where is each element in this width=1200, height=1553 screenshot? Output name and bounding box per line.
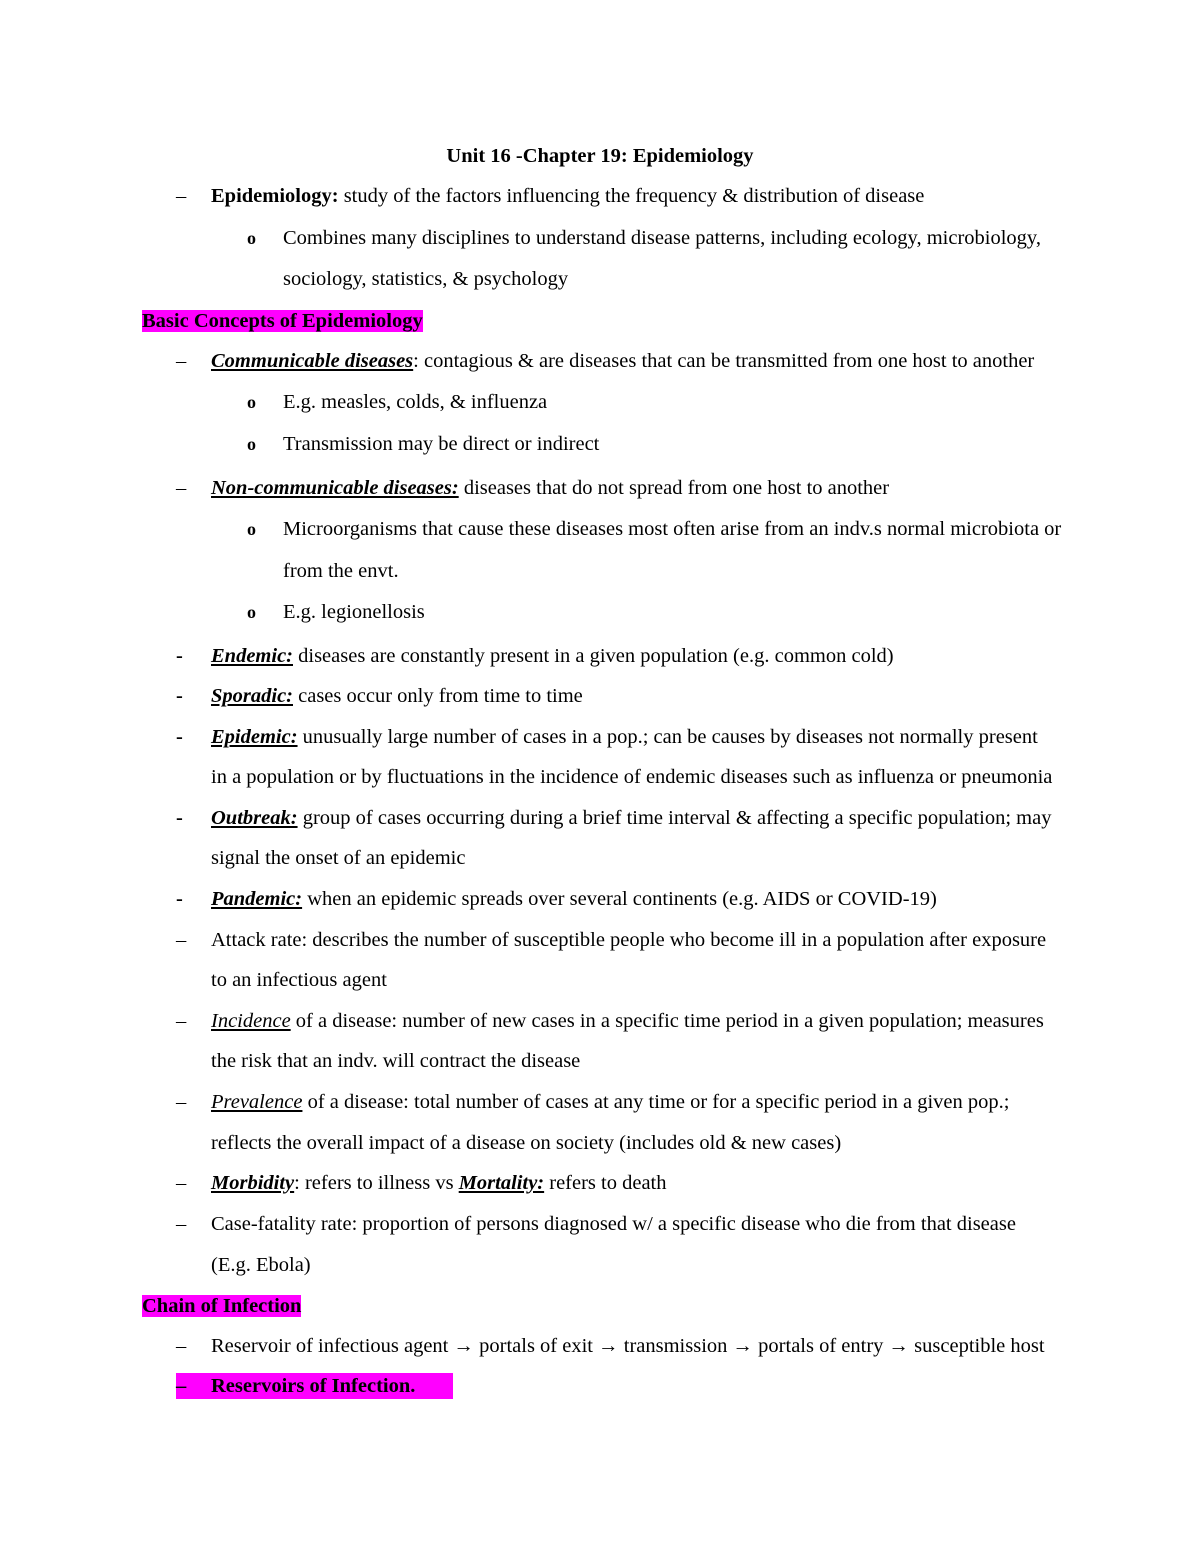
sub-item: E.g. measles, colds, & influenza bbox=[283, 391, 548, 413]
list-item-sporadic: Sporadic: cases occur only from time to time bbox=[211, 685, 583, 707]
bullet-icon: o bbox=[247, 434, 256, 454]
bullet-icon: o bbox=[247, 602, 256, 622]
sub-item: Transmission may be direct or indirect bbox=[283, 433, 600, 455]
arrow-right-icon: → bbox=[888, 1335, 910, 1357]
list-item-continued: reflects the overall impact of a disease on society (includes old & new cases) bbox=[211, 1132, 842, 1154]
page-title: Unit 16 -Chapter 19: Epidemiology bbox=[446, 145, 754, 167]
list-dash: - bbox=[176, 726, 183, 748]
list-dash: - bbox=[176, 645, 183, 667]
list-dash: - bbox=[176, 888, 183, 910]
list-item-continued: to an infectious agent bbox=[211, 969, 387, 991]
list-item-case-fatality: Case-fatality rate: proportion of persons diagnosed w/ a specific disease who die from that disease bbox=[211, 1213, 1016, 1235]
list-item-prevalence: Prevalence of a disease: total number of cases at any time or for a specific period in a given pop.; bbox=[211, 1091, 1010, 1113]
list-dash: – bbox=[176, 929, 187, 951]
list-item-chain: Reservoir of infectious agent → portals of exit → transmission → portals of entry → susceptible host bbox=[211, 1335, 1045, 1357]
list-item-continued: signal the onset of an epidemic bbox=[211, 847, 466, 869]
list-dash: – bbox=[176, 1010, 187, 1032]
list-dash: – bbox=[176, 477, 187, 499]
bullet-icon: o bbox=[247, 392, 256, 412]
bullet-icon: o bbox=[247, 228, 256, 248]
list-item-endemic: Endemic: diseases are constantly present in a given population (e.g. common cold) bbox=[211, 645, 894, 667]
section-heading-chain-of-infection: Chain of Infection bbox=[142, 1295, 302, 1317]
list-item-epidemiology bbox=[211, 184, 924, 208]
list-dash: - bbox=[176, 807, 183, 829]
list-item-incidence: Incidence of a disease: number of new cases in a specific time period in a given population; measures bbox=[211, 1010, 1044, 1032]
list-dash: – bbox=[176, 1213, 187, 1235]
arrow-right-icon: → bbox=[732, 1335, 754, 1357]
sub-item: E.g. legionellosis bbox=[283, 601, 425, 623]
list-dash: – bbox=[176, 350, 187, 372]
list-dash: – bbox=[176, 1335, 187, 1357]
arrow-right-icon: → bbox=[598, 1335, 619, 1357]
list-item-attack-rate: Attack rate: describes the number of susceptible people who become ill in a population after exposure bbox=[211, 929, 1047, 951]
definition: study of the factors influencing the frequency & distribution of disease bbox=[338, 185, 925, 207]
sub-item: Microorganisms that cause these diseases most often arise from an indv.s normal microbiota or bbox=[283, 518, 1062, 540]
list-item-continued: in a population or by fluctuations in the incidence of endemic diseases such as influenza or pneumonia bbox=[211, 766, 1053, 788]
section-heading-basic-concepts: Basic Concepts of Epidemiology bbox=[142, 310, 423, 332]
list-item-morbidity: Morbidity: refers to illness vs Mortality: refers to death bbox=[211, 1172, 667, 1194]
bullet-icon: o bbox=[247, 519, 256, 539]
list-item-noncommunicable: Non-communicable diseases: diseases that do not spread from one host to another bbox=[211, 477, 890, 499]
list-item-continued: the risk that an indv. will contract the disease bbox=[211, 1050, 581, 1072]
list-item-continued: (E.g. Ebola) bbox=[211, 1254, 311, 1276]
sub-item: Combines many disciplines to understand disease patterns, including ecology, microbiology, bbox=[283, 227, 1041, 249]
list-item-pandemic: Pandemic: when an epidemic spreads over several continents (e.g. AIDS or COVID-19) bbox=[211, 888, 937, 910]
sub-item-continued: from the envt. bbox=[283, 560, 399, 582]
list-item-outbreak: Outbreak: group of cases occurring during a brief time interval & affecting a specific population; may bbox=[211, 807, 1052, 829]
list-dash: – bbox=[176, 185, 187, 207]
subheading-reservoirs: Reservoirs of Infection. bbox=[211, 1375, 416, 1397]
list-dash: - bbox=[176, 685, 183, 707]
list-item-epidemic: Epidemic: unusually large number of cases in a pop.; can be causes by diseases not normally present bbox=[211, 726, 1038, 748]
list-dash: – bbox=[176, 1172, 187, 1194]
term-epidemiology: Epidemiology: bbox=[211, 185, 339, 207]
term-communicable: Communicable diseases bbox=[211, 350, 414, 372]
term-noncommunicable: Non-communicable diseases: bbox=[211, 477, 459, 499]
sub-item-continued: sociology, statistics, & psychology bbox=[283, 268, 569, 290]
list-dash: – bbox=[176, 1375, 187, 1397]
arrow-right-icon: → bbox=[453, 1335, 475, 1357]
list-dash: – bbox=[176, 1091, 187, 1113]
list-item-communicable: Communicable diseases: contagious & are diseases that can be transmitted from one host to another bbox=[211, 350, 1035, 372]
